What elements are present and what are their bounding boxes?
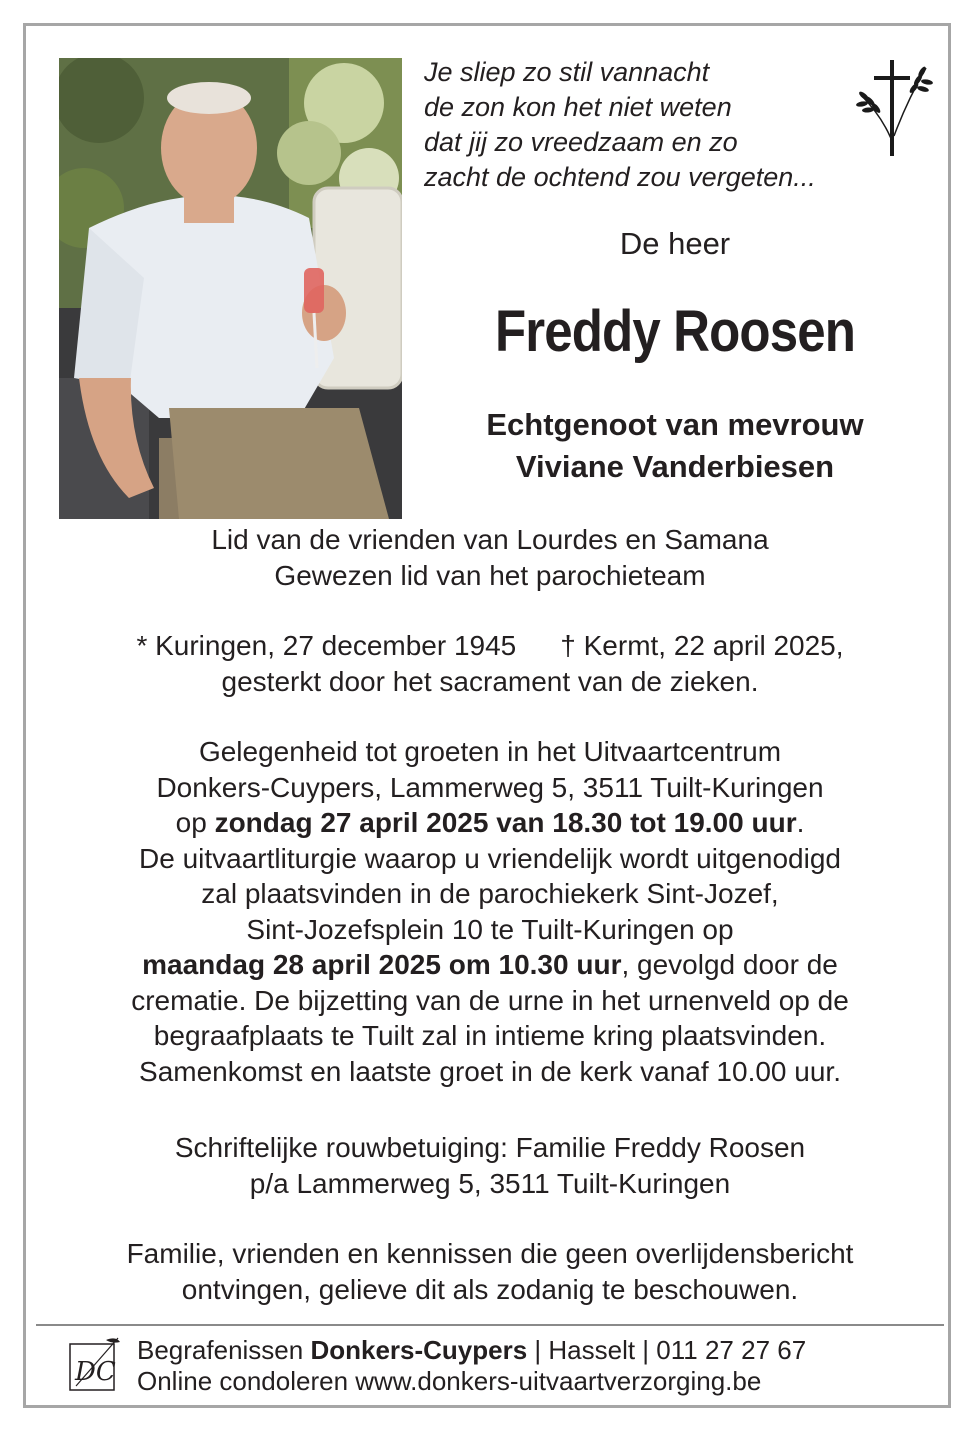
deceased-name: Freddy Roosen: [494, 299, 856, 364]
poem-line: zacht de ochtend zou vergeten...: [424, 162, 816, 192]
footer: [137, 1335, 806, 1397]
spouse-name: Viviane Vanderbiesen: [515, 449, 835, 484]
life-dates: [40, 628, 940, 699]
logo-monogram: DC: [75, 1357, 116, 1387]
poem-line: de zon kon het niet weten: [424, 92, 732, 122]
funeral-line: De uitvaartliturgie waarop u vriendelijk wordt uitgenodigd: [139, 842, 841, 874]
visitation-line: Gelegenheid tot groeten in het Uitvaartcentrum: [198, 736, 782, 767]
service-details: [40, 734, 940, 1089]
funeral-line: Sint-Jozefsplein 10 te Tuilt-Kuringen op: [246, 913, 734, 945]
spouse-info: [430, 404, 920, 488]
footer-divider: [36, 1324, 944, 1326]
notice-text: [40, 1236, 940, 1307]
membership-line: Gewezen lid van het parochieteam: [274, 559, 706, 591]
poem-line: Je sliep zo stil vannacht: [424, 57, 710, 87]
visitation-line: Donkers-Cuypers, Lammerweg 5, 3511 Tuilt-Kuringen: [156, 771, 824, 803]
membership-line: Lid van de vrienden van Lourdes en Samana: [211, 524, 769, 555]
visitation-prefix: op: [175, 807, 215, 838]
death-date: † Kermt, 22 april 2025,: [560, 630, 844, 661]
cross-with-wheat-icon: [852, 56, 934, 160]
funeral-time: maandag 28 april 2025 om 10.30 uur: [142, 949, 622, 980]
sacrament-line: gesterkt door het sacrament van de zieken.: [221, 665, 759, 697]
notice-line: ontvingen, gelieve dit als zodanig te beschouwen.: [181, 1273, 799, 1305]
funeral-time-line: [40, 947, 940, 983]
funeral-suffix: , gevolgd door de: [621, 949, 838, 980]
visitation-suffix: .: [796, 807, 805, 838]
notice-line: Familie, vrienden en kennissen die geen overlijdensbericht: [126, 1238, 854, 1269]
footer-contact-line: [137, 1335, 806, 1366]
funeral-line: crematie. De bijzetting van de urne in het urnenveld op de: [131, 984, 849, 1016]
honorific: De heer: [619, 226, 731, 261]
condolence-line: p/a Lammerweg 5, 3511 Tuilt-Kuringen: [249, 1167, 731, 1199]
poem: [424, 55, 864, 195]
memberships: [40, 522, 940, 593]
portrait-photo: [59, 58, 402, 519]
funeral-line: zal plaatsvinden in de parochiekerk Sint-Jozef,: [201, 878, 779, 909]
funeral-line: begraafplaats te Tuilt zal in intieme kring plaatsvinden.: [153, 1020, 827, 1051]
poem-line: dat jij zo vreedzaam en zo: [424, 127, 738, 157]
condolence-line: Schriftelijke rouwbetuiging: Familie Freddy Roosen: [174, 1132, 806, 1163]
footer-online-line: Online condoleren www.donkers-uitvaartverzorging.be: [137, 1366, 762, 1396]
footer-contact: | Hasselt | 011 27 27 67: [527, 1335, 807, 1365]
company-name: Donkers-Cuypers: [310, 1335, 528, 1365]
visitation-time: zondag 27 april 2025 van 18.30 tot 19.00 uur: [214, 807, 797, 838]
dates-line: [40, 628, 940, 664]
condolence-address: [40, 1130, 940, 1201]
visitation-time-line: [40, 805, 940, 841]
donkers-cuypers-logo: [66, 1336, 122, 1394]
footer-prefix: Begrafenissen: [137, 1335, 311, 1365]
spouse-line: Echtgenoot van mevrouw: [486, 407, 864, 442]
birth-date: * Kuringen, 27 december 1945: [136, 630, 517, 661]
funeral-line: Samenkomst en laatste groet in de kerk vanaf 10.00 uur.: [139, 1055, 841, 1087]
